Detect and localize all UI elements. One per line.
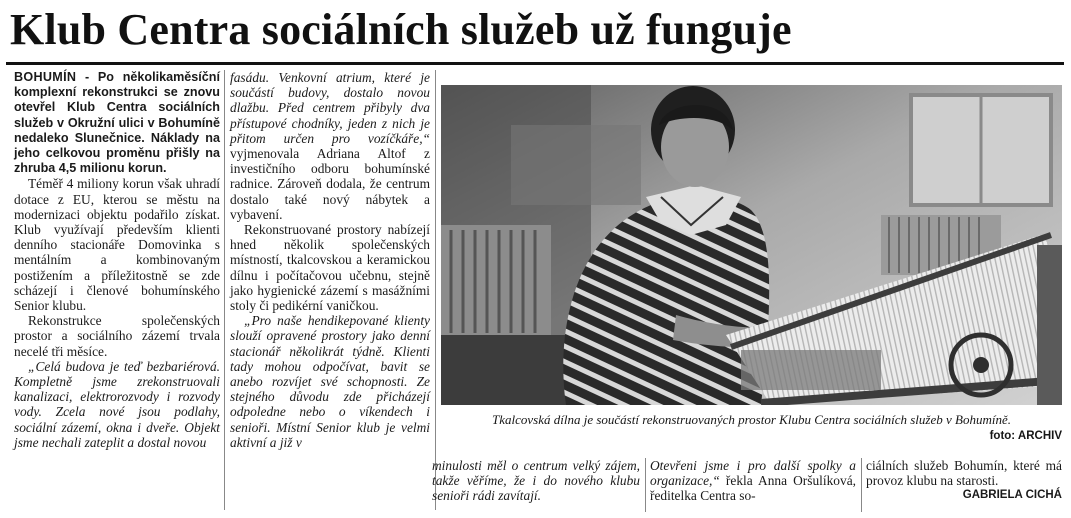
- column-divider: [224, 70, 225, 510]
- column-divider: [861, 458, 862, 512]
- lead-paragraph: [14, 70, 220, 176]
- body-paragraph: Téměř 4 miliony korun však uhradí dotace z EU, kterou se městu na modernizaci objektu podařilo získat. Klub využívají především klienti denního stacionáře Domovinka s mentálním a kombinovaným postižením a příležitostně se zde scházejí i členové bohumínského Senior klubu.: [14, 176, 220, 314]
- article-column-3: [432, 458, 640, 504]
- headline: Klub Centra sociálních služeb už funguje: [10, 5, 792, 54]
- dateline: BOHUMÍN: [14, 70, 77, 84]
- article-column-4: [650, 458, 856, 504]
- body-paragraph: [230, 70, 430, 222]
- author-byline: GABRIELA CICHÁ: [962, 489, 1062, 502]
- photo-credit: foto: ARCHIV: [989, 430, 1062, 442]
- column-divider: [435, 70, 436, 510]
- body-paragraph: Rekonstrukce společenských prostor a sociálního zázemí trvala necelé tři měsíce.: [14, 313, 220, 359]
- body-text: vyjmenovala Adriana Altof z investičního odboru bohumínské radnice. Zároveň dodala, že centrum dostalo také nový nábytek a vybavení.: [230, 146, 430, 222]
- quote-paragraph: „Celá budova je teď bezbariérová. Kompletně jsme zrekonstruovali kanalizaci, elektrorozvody i rozvody vody. Zcela nové jsou podlahy, sociální zázemí, okna i dveře. Objekt jsme nechali zateplit a dostal novou: [14, 358, 220, 450]
- body-text: řekla Anna Oršulíková, ředitelka Centra so-: [650, 473, 856, 504]
- quote-paragraph: minulosti měl o centrum velký zájem, takže věříme, že i do nového klubu senioři rádi zavítají.: [432, 458, 640, 504]
- body-paragraph: ciálních služeb Bohumín, které má provoz klubu na starosti.: [866, 458, 1062, 489]
- body-paragraph: Rekonstruované prostory nabízejí hned několik společenských místností, tkalcovskou a keramickou dílnu i počítačovou učebnu, stejně jako hygienické zázemí s masážními stoly či pedikérní vaničkou.: [230, 222, 430, 314]
- column-divider: [645, 458, 646, 512]
- article-column-5: [866, 458, 1062, 504]
- headline-rule: [6, 62, 1064, 65]
- quote-paragraph: „Pro naše hendikepované klienty slouží opravené prostory jako denní stacionář několikrát týdně. Klienti tady mohou odpočívat, bavit se anebo rozvíjet své schopnosti. Ze stejného důvodu zde přicházejí odpoledne nebo o víkendech i senioři. Místní Senior klub je velmi aktivní a již v: [230, 313, 430, 450]
- photo-illustration: [441, 85, 1062, 405]
- photo-caption: Tkalcovská dílna je součástí rekonstruovaných prostor Klubu Centra sociálních služeb v Bohumíně.: [492, 412, 1011, 427]
- quote-text: fasádu. Venkovní atrium, které je součástí budovy, dostalo novou dlažbu. Před centrem přibyly dva přístupové chodníky, jeden z nich je přitom určen pro vozíčkáře,“: [230, 70, 430, 146]
- lead-text: - Po několikaměsíční komplexní rekonstrukci se znovu otevřel Klub Centra sociálních služeb v Okružní ulici v Bohumíně nedaleko Slunečnice. Náklady na jeho celkovou proměnu přišly na zhruba 4,5 milionu korun.: [14, 70, 220, 176]
- article-column-2: [230, 70, 430, 510]
- quote-text: Otevřeni jsme i pro další spolky a organizace,“: [650, 458, 856, 489]
- article-column-1: [14, 70, 220, 510]
- body-paragraph: [650, 458, 856, 504]
- weaving-workshop-photo: [441, 85, 1062, 405]
